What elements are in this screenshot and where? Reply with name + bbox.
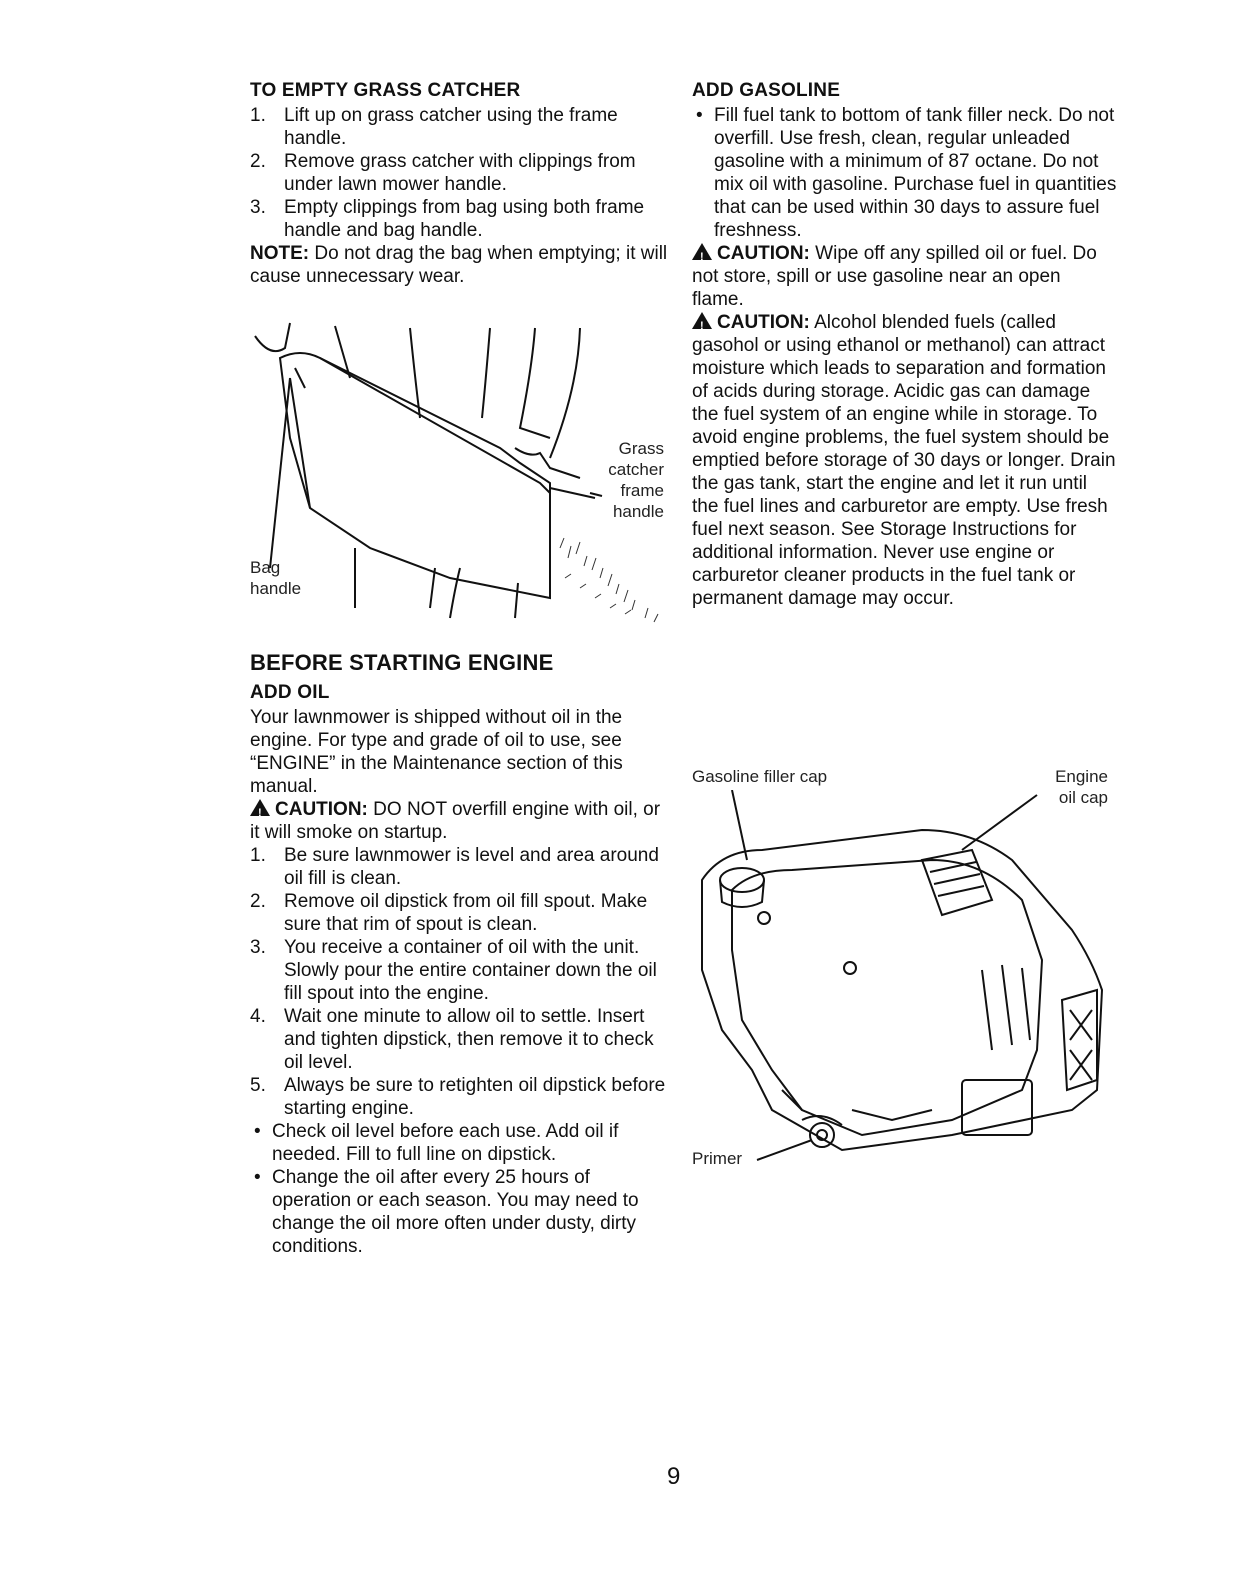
- add-oil-intro: Your lawnmower is shipped without oil in the engine. For type and grade of oil to use, see “ENGINE” in the Maintenance section of this manual.: [250, 707, 623, 797]
- before-starting-section: [250, 650, 670, 1258]
- right-column: [692, 80, 1117, 610]
- add-gasoline-heading: ADD GASOLINE: [692, 80, 841, 101]
- warning-icon: [692, 243, 712, 260]
- page-number: 9: [667, 1463, 681, 1490]
- left-column: [250, 80, 670, 288]
- engine-oil-cap-label: Engine oil cap: [1055, 767, 1108, 807]
- list-item: 2. Remove grass catcher with clippings from under lawn mower handle.: [250, 151, 636, 195]
- gasoline-caution-2: !CAUTION: Alcohol blended fuels (called gasohol or using ethanol or methanol) can attract moisture which leads to separation and formation of acids during storage. Acidic gas can damage the fuel system of an engine while in storage. To avoid engine problems, the fuel system should be emptied before storage of 30 days or longer. Drain the gas tank, start the engine and let it run until the fuel lines and carburetor are empty. Use fresh fuel next season. See Storage Instructions for additional information. Never use engine or carburetor cleaner products in the fuel tank or permanent damage may occur.: [692, 311, 1117, 610]
- primer-label: Primer: [692, 1149, 743, 1168]
- add-oil-steps: [250, 844, 670, 1120]
- note-paragraph: NOTE: Do not drag the bag when emptying; it will cause unnecessary wear.: [250, 243, 668, 287]
- gasoline-filler-cap-label: Gasoline filler cap: [692, 767, 828, 786]
- list-item: 3. Empty clippings from bag using both frame handle and bag handle.: [250, 197, 645, 241]
- list-item: • Change the oil after every 25 hours of operation or each season. You may need to change the oil more often under dusty, dirty conditions.: [250, 1166, 670, 1258]
- add-oil-heading: ADD OIL: [250, 682, 330, 703]
- list-item: 1. Be sure lawnmower is level and area around oil fill is clean.: [250, 845, 659, 889]
- warning-icon: [250, 799, 270, 816]
- grass-catcher-frame-handle-label: Grass catcher frame handle: [608, 439, 664, 521]
- list-item: 5. Always be sure to retighten oil dipstick before starting engine.: [250, 1075, 666, 1119]
- bag-handle-label: Bag handle: [250, 558, 302, 598]
- empty-catcher-heading: TO EMPTY GRASS CATCHER: [250, 80, 521, 101]
- before-starting-heading: BEFORE STARTING ENGINE: [250, 650, 554, 675]
- note-label: NOTE:: [250, 243, 310, 264]
- list-item: 3. You receive a container of oil with the unit. Slowly pour the entire container down the oil fill spout into the engine.: [250, 937, 657, 1004]
- add-gasoline-bullets: [692, 104, 1117, 242]
- add-oil-caution: !CAUTION: DO NOT overfill engine with oil, or it will smoke on startup.: [250, 798, 670, 844]
- empty-catcher-steps: [250, 104, 670, 242]
- warning-icon: [692, 312, 712, 329]
- gasoline-caution-1: !CAUTION: Wipe off any spilled oil or fuel. Do not store, spill or use gasoline near an open flame.: [692, 242, 1117, 311]
- list-item: 2. Remove oil dipstick from oil fill spout. Make sure that rim of spout is clean.: [250, 891, 648, 935]
- list-item: 1. Lift up on grass catcher using the frame handle.: [250, 105, 618, 149]
- add-oil-bullets: [250, 1120, 670, 1258]
- list-item: • Fill fuel tank to bottom of tank filler neck. Do not overfill. Use fresh, clean, regular unleaded gasoline with a minimum of 87 octane. Do not mix oil with gasoline. Purchase fuel in quantities that can be used within 30 days to assure fuel freshness.: [692, 104, 1117, 242]
- list-item: • Check oil level before each use. Add oil if needed. Fill to full line on dipstick.: [250, 1120, 670, 1166]
- list-item: 4. Wait one minute to allow oil to settle. Insert and tighten dipstick, then remove it to check oil level.: [250, 1006, 654, 1073]
- engine-illustration: [692, 790, 1112, 1180]
